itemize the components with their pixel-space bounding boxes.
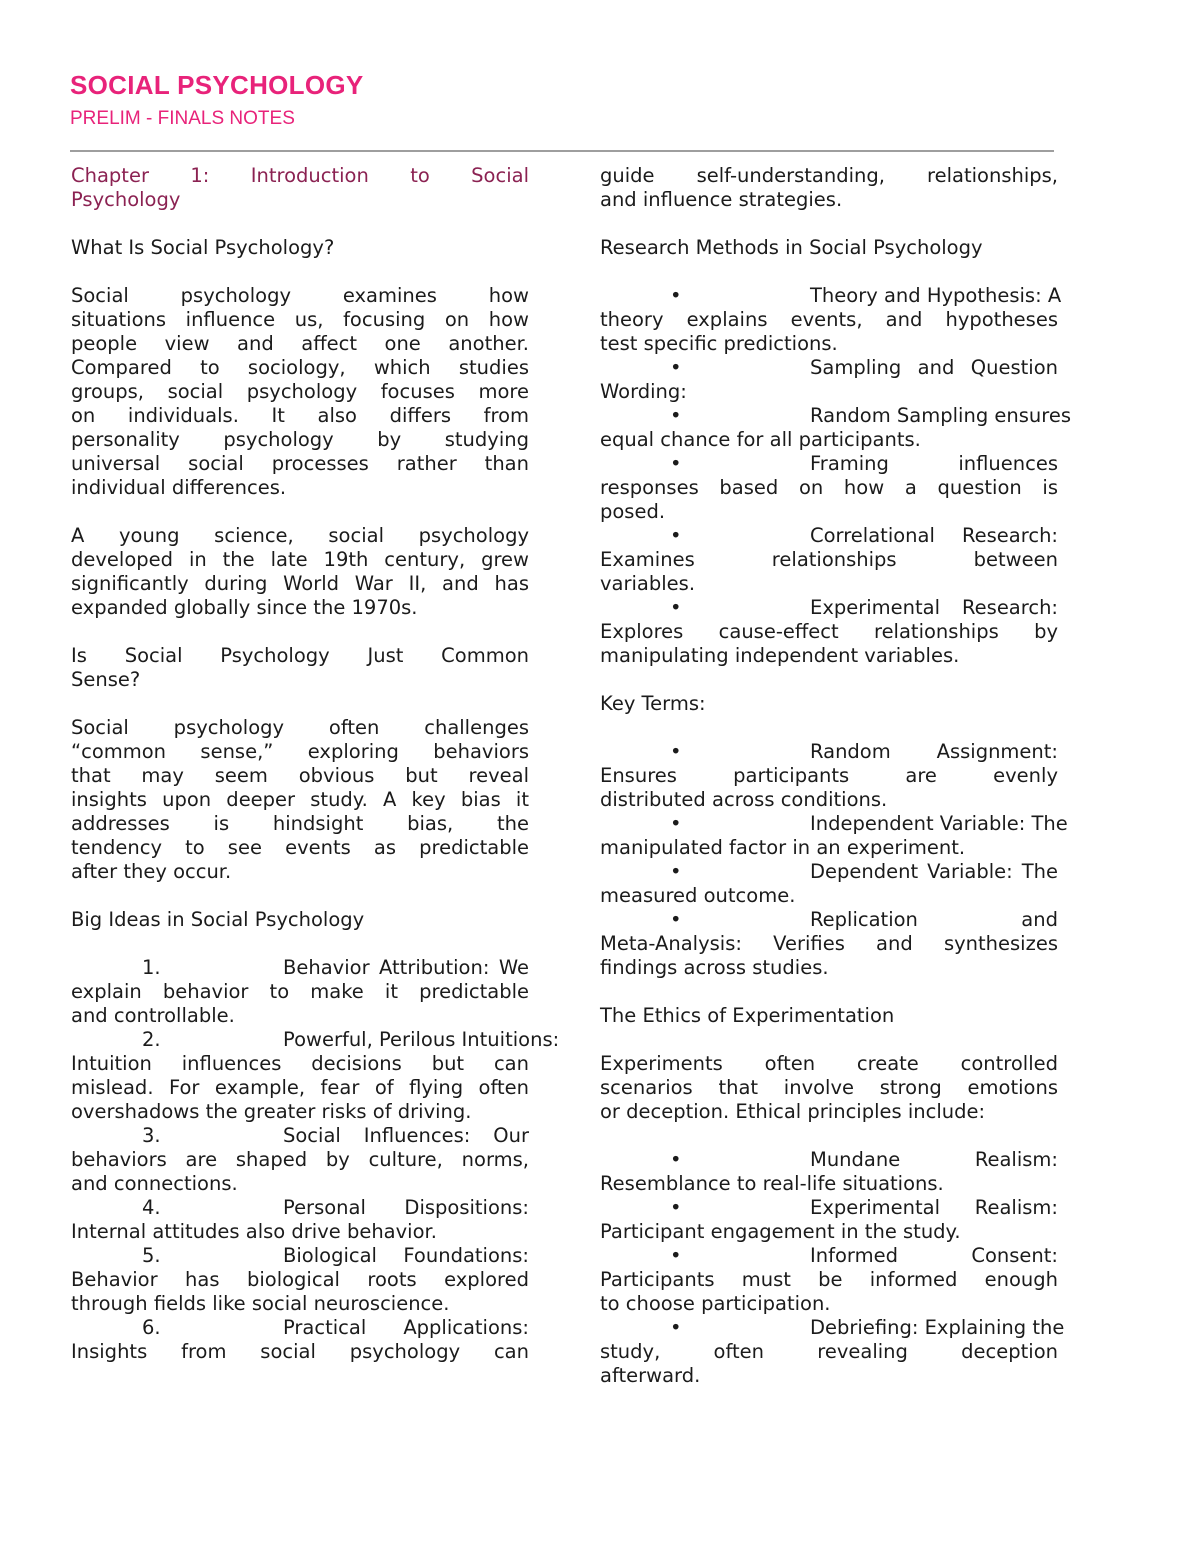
bullet: • xyxy=(670,596,682,619)
bullet-item: • Random Sampling ensures xyxy=(670,404,1072,427)
paragraph-line: A young science, social psychology xyxy=(71,524,529,547)
paragraph-line: tendency to see events as predictable xyxy=(71,836,529,859)
bullet-item-line: responses based on how a question is xyxy=(600,476,1058,499)
paragraph-line: people view and affect one another. xyxy=(71,332,529,355)
bullet-item-line: Participant engagement in the study. xyxy=(600,1220,961,1243)
list-item-line: mislead. For example, fear of flying often xyxy=(71,1076,529,1099)
bullet-item: • Independent Variable: The xyxy=(670,812,1068,835)
paragraph-line: that may seem obvious but reveal xyxy=(71,764,529,787)
bullet-item: • Debriefing: Explaining the xyxy=(670,1316,1065,1339)
paragraph-line: personality psychology by studying xyxy=(71,428,529,451)
list-item-line: Internal attitudes also drive behavior. xyxy=(71,1220,437,1243)
list-item-line: behaviors are shaped by culture, norms, xyxy=(71,1148,529,1171)
bullet-item: • Replication and xyxy=(670,908,1058,931)
paragraph-line: individual differences. xyxy=(71,476,287,499)
paragraph-line: and influence strategies. xyxy=(600,188,843,211)
bullet-item: • Experimental Research: xyxy=(670,596,1058,619)
paragraph-line: developed in the late 19th century, grew xyxy=(71,548,529,571)
bullet-item-line: theory explains events, and hypotheses xyxy=(600,308,1058,331)
list-number: 5. xyxy=(142,1244,161,1267)
bullet-item-line: equal chance for all participants. xyxy=(600,428,921,451)
bullet-item: • Mundane Realism: xyxy=(670,1148,1058,1171)
list-item: 5. Biological Foundations: xyxy=(142,1244,529,1267)
paragraph-line: Social psychology examines how xyxy=(71,284,529,307)
section-heading: What Is Social Psychology? xyxy=(71,236,335,259)
bullet-item: • Correlational Research: xyxy=(670,524,1058,547)
bullet-item-line: Meta-Analysis: Verifies and synthesizes xyxy=(600,932,1058,955)
paragraph-line: guide self-understanding, relationships, xyxy=(600,164,1058,187)
bullet-item: • Framing influences xyxy=(670,452,1058,475)
paragraph-line: after they occur. xyxy=(71,860,232,883)
section-heading: Is Social Psychology Just Common xyxy=(71,644,529,667)
list-item-line: and connections. xyxy=(71,1172,238,1195)
list-item-line: explain behavior to make it predictable xyxy=(71,980,529,1003)
bullet-item-line: Examines relationships between xyxy=(600,548,1058,571)
section-heading: The Ethics of Experimentation xyxy=(600,1004,895,1027)
bullet-item: • Random Assignment: xyxy=(670,740,1058,763)
chapter-heading-line: Chapter 1: Introduction to Social xyxy=(71,164,529,187)
document-subtitle: PRELIM - FINALS NOTES xyxy=(70,108,295,129)
chapter-heading-line: Psychology xyxy=(71,188,181,211)
paragraph-line: Experiments often create controlled xyxy=(600,1052,1058,1075)
section-heading: Big Ideas in Social Psychology xyxy=(71,908,365,931)
paragraph-line: scenarios that involve strong emotions xyxy=(600,1076,1058,1099)
list-item: 3. Social Influences: Our xyxy=(142,1124,529,1147)
bullet: • xyxy=(670,452,682,475)
bullet-item: • Informed Consent: xyxy=(670,1244,1058,1267)
paragraph-line: situations influence us, focusing on how xyxy=(71,308,529,331)
list-item: 1. Behavior Attribution: We xyxy=(142,956,529,979)
paragraph-line: significantly during World War II, and has xyxy=(71,572,529,595)
bullet-item-line: Participants must be informed enough xyxy=(600,1268,1058,1291)
left-column xyxy=(71,164,560,1364)
bullet: • xyxy=(670,1316,682,1339)
list-number: 2. xyxy=(142,1028,161,1051)
list-number: 1. xyxy=(142,956,161,979)
paragraph-line: “common sense,” exploring behaviors xyxy=(71,740,529,763)
bullet-item-line: variables. xyxy=(600,572,696,595)
list-item-line: Behavior has biological roots explored xyxy=(71,1268,529,1291)
list-number: 3. xyxy=(142,1124,161,1147)
bullet-item-line: measured outcome. xyxy=(600,884,796,907)
header-divider xyxy=(70,150,1054,152)
bullet: • xyxy=(670,1196,682,1219)
document-title: SOCIAL PSYCHOLOGY xyxy=(70,70,364,100)
list-item: 6. Practical Applications: xyxy=(142,1316,529,1339)
paragraph-line: Social psychology often challenges xyxy=(71,716,529,739)
bullet: • xyxy=(670,284,682,307)
bullet-item-line: distributed across conditions. xyxy=(600,788,888,811)
bullet: • xyxy=(670,812,682,835)
list-item: 2. Powerful, Perilous Intuitions: xyxy=(142,1028,560,1051)
list-item: 4. Personal Dispositions: xyxy=(142,1196,529,1219)
bullet-item-line: Wording: xyxy=(600,380,687,403)
list-number: 4. xyxy=(142,1196,161,1219)
list-number: 6. xyxy=(142,1316,161,1339)
bullet-item-line: study, often revealing deception xyxy=(600,1340,1058,1363)
bullet-item: • Theory and Hypothesis: A xyxy=(670,284,1062,307)
list-item-line: overshadows the greater risks of driving. xyxy=(71,1100,472,1123)
list-item-line: Intuition influences decisions but can xyxy=(71,1052,529,1075)
bullet-item-line: Resemblance to real-life situations. xyxy=(600,1172,944,1195)
right-column xyxy=(600,164,1072,1388)
bullet: • xyxy=(670,860,682,883)
bullet-item-line: findings across studies. xyxy=(600,956,829,979)
paragraph-line: on individuals. It also differs from xyxy=(71,404,529,427)
list-item-line: and controllable. xyxy=(71,1004,235,1027)
paragraph-line: Compared to sociology, which studies xyxy=(71,356,529,379)
bullet: • xyxy=(670,908,682,931)
paragraph-line: or deception. Ethical principles include: xyxy=(600,1100,986,1123)
paragraph-line: addresses is hindsight bias, the xyxy=(71,812,529,835)
section-heading: Research Methods in Social Psychology xyxy=(600,236,983,259)
bullet: • xyxy=(670,740,682,763)
bullet: • xyxy=(670,1244,682,1267)
bullet-item: • Dependent Variable: The xyxy=(670,860,1058,883)
list-item-line: Insights from social psychology can xyxy=(71,1340,529,1363)
list-item-line: through fields like social neuroscience. xyxy=(71,1292,450,1315)
bullet-item-line: test specific predictions. xyxy=(600,332,838,355)
bullet-item-line: Ensures participants are evenly xyxy=(600,764,1058,787)
bullet: • xyxy=(670,404,682,427)
bullet-item-line: posed. xyxy=(600,500,666,523)
bullet-item-line: afterward. xyxy=(600,1364,701,1387)
section-heading: Key Terms: xyxy=(600,692,706,715)
bullet-item: • Sampling and Question xyxy=(670,356,1058,379)
paragraph-line: insights upon deeper study. A key bias it xyxy=(71,788,529,811)
bullet-item-line: to choose participation. xyxy=(600,1292,831,1315)
paragraph-line: universal social processes rather than xyxy=(71,452,529,475)
bullet-item-line: manipulating independent variables. xyxy=(600,644,960,667)
bullet: • xyxy=(670,524,682,547)
bullet: • xyxy=(670,356,682,379)
paragraph-line: expanded globally since the 1970s. xyxy=(71,596,418,619)
section-heading: Sense? xyxy=(71,668,141,691)
bullet-item: • Experimental Realism: xyxy=(670,1196,1058,1219)
bullet-item-line: Explores cause-effect relationships by xyxy=(600,620,1058,643)
paragraph-line: groups, social psychology focuses more xyxy=(71,380,529,403)
bullet-item-line: manipulated factor in an experiment. xyxy=(600,836,966,859)
bullet: • xyxy=(670,1148,682,1171)
